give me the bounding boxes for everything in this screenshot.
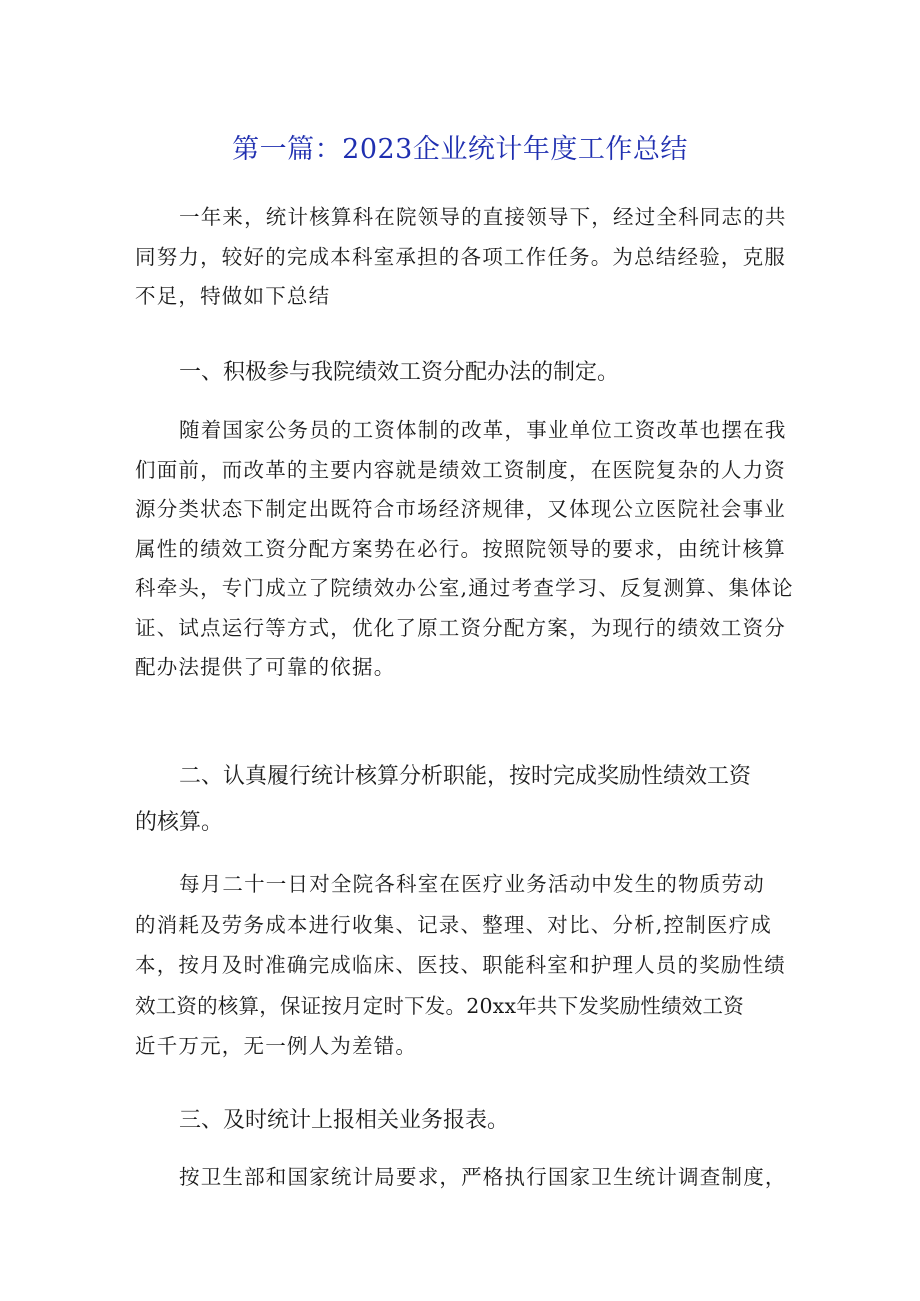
- paragraph-line: 按卫生部和国家统计局要求，严格执行国家卫生统计调查制度，: [179, 1165, 787, 1189]
- paragraph-line: 每月二十一日对全院各科室在医疗业务活动中发生的物质劳动: [179, 872, 765, 896]
- section-heading-text: 三、及时统计上报相关业务报表。: [179, 1108, 510, 1133]
- paragraph-line: 证、试点运行等方式，优化了原工资分配方案，为现行的绩效工资分: [135, 615, 786, 640]
- paragraph-line: 配办法提供了可靠的依据。: [135, 655, 396, 679]
- section-heading-text: 的核算。: [135, 810, 224, 835]
- paragraph-line: 属性的绩效工资分配方案势在必行。按照院领导的要求，由统计核算: [135, 536, 786, 561]
- paragraph-line: 同努力，较好的完成本科室承担的各项工作任务。为总结经验，克服: [135, 244, 786, 269]
- document-title: 第一篇：2023企业统计年度工作总结: [232, 134, 688, 165]
- section-heading-3: [135, 1098, 790, 1144]
- paragraph-line: 不足，特做如下总结: [135, 284, 331, 308]
- section-heading-text: 一、积极参与我院绩效工资分配办法的制定。: [179, 360, 620, 385]
- paragraph-line: 的消耗及劳务成本进行收集、记录、整理、对比、分析,控制医疗成: [135, 912, 773, 937]
- paragraph-line: 效工资的核算，保证按月定时下发。20xx年共下发奖励性绩效工资: [135, 993, 744, 1018]
- paragraph-line: 近千万元，无一例人为差错。: [135, 1034, 418, 1058]
- paragraph-line: 随着国家公务员的工资体制的改革，事业单位工资改革也摆在我: [179, 418, 787, 442]
- section-heading-2: [135, 754, 790, 846]
- paragraph-line: 源分类状态下制定出既符合市场经济规律，又体现公立医院社会事业: [135, 497, 786, 521]
- section-heading-1: [135, 350, 790, 396]
- paragraph-line: 们面前，而改革的主要内容就是绩效工资制度，在医院复杂的人力资: [135, 457, 786, 482]
- section2-paragraph: [135, 864, 790, 1067]
- paragraph-line: 一年来，统计核算科在院领导的直接领导下，经过全科同志的共: [179, 205, 787, 229]
- paragraph-line: 本，按月及时准确完成临床、医技、职能科室和护理人员的奖励性绩: [135, 953, 786, 977]
- section1-paragraph: [135, 411, 794, 688]
- section3-paragraph: [135, 1158, 790, 1198]
- intro-paragraph: [135, 198, 790, 317]
- paragraph-line: 科牵头，专门成立了院绩效办公室,通过考查学习、反复测算、集体论: [135, 576, 794, 600]
- section-heading-text: 二、认真履行统计核算分析职能，按时完成奖励性绩效工资: [179, 764, 752, 789]
